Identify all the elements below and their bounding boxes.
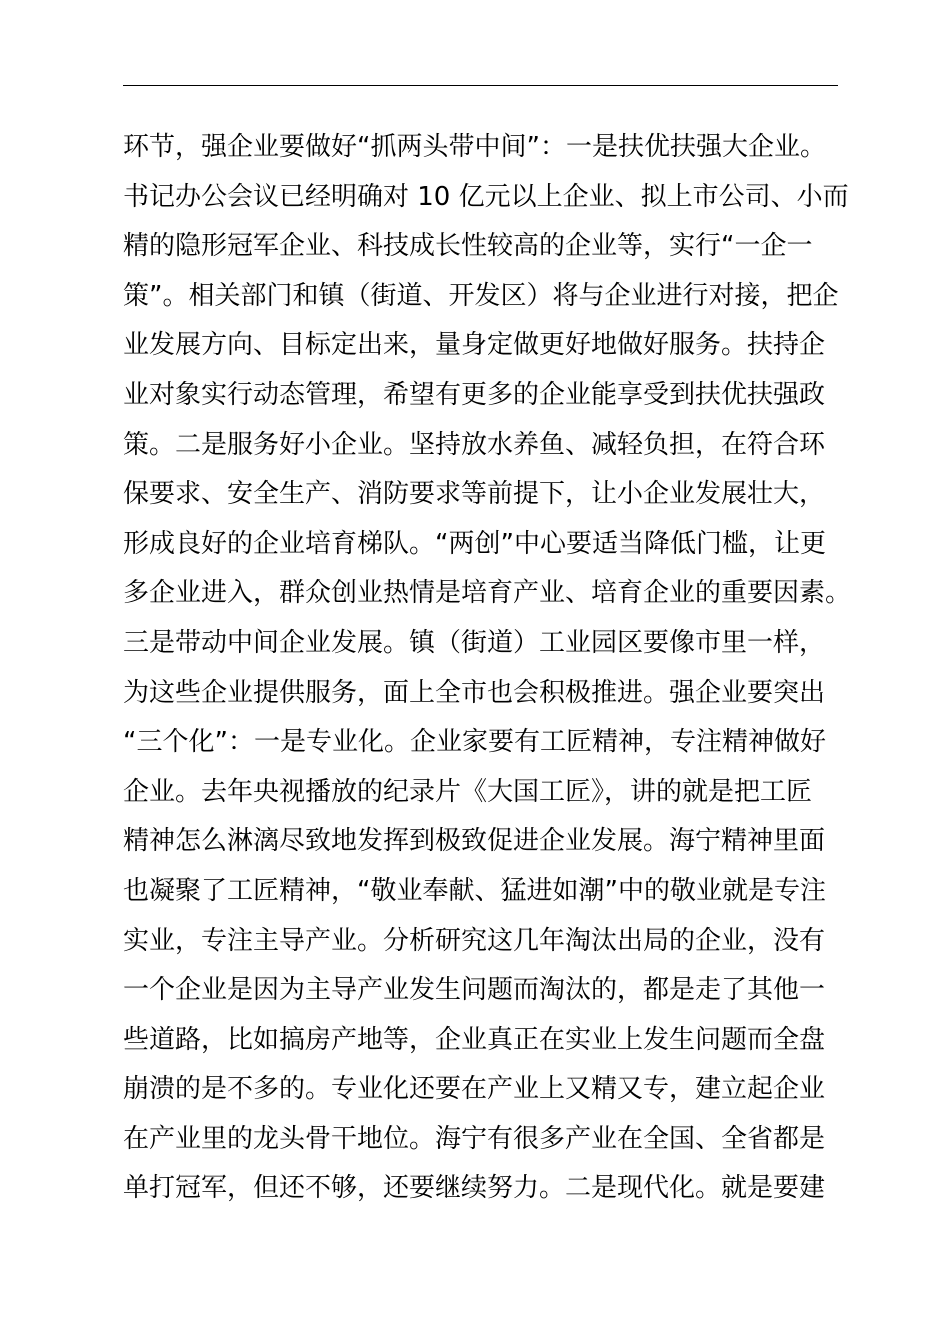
text-line: 保要求、安全生产、消防要求等前提下，让小企业发展壮大，: [123, 479, 826, 510]
text-line: “三个化”：一是专业化。企业家要有工匠精神，专注精神做好: [123, 727, 826, 758]
body-text: [123, 123, 852, 1214]
text-line: 企业。去年央视播放的纪录片《大国工匠》，讲的就是把工匠: [123, 776, 813, 807]
text-line: 单打冠军，但还不够，还要继续努力。二是现代化。就是要建: [123, 1173, 826, 1204]
text-line: 三是带动中间企业发展。镇（街道）工业园区要像市里一样，: [123, 627, 826, 658]
text-line: 为这些企业提供服务，面上全市也会积极推进。强企业要突出: [123, 677, 826, 708]
text-line: 也凝聚了工匠精神，“敬业奉献、猛进如潮”中的敬业就是专注: [123, 875, 826, 906]
text-line: 些道路，比如搞房产地等，企业真正在实业上发生问题而全盘: [123, 1024, 826, 1055]
text-line: 多企业进入，群众创业热情是培育产业、培育企业的重要因素。: [123, 578, 852, 609]
text-line: 策。二是服务好小企业。坚持放水养鱼、减轻负担，在符合环: [123, 429, 826, 460]
text-line: 形成良好的企业培育梯队。“两创”中心要适当降低门槛，让更: [123, 528, 826, 559]
text-line: 一个企业是因为主导产业发生问题而淘汰的，都是走了其他一: [123, 975, 826, 1006]
text-line: 书记办公会议已经明确对 10 亿元以上企业、拟上市公司、小而: [123, 181, 849, 212]
text-line: 环节，强企业要做好“抓两头带中间”：一是扶优扶强大企业。: [123, 132, 826, 162]
text-line: 业对象实行动态管理，希望有更多的企业能享受到扶优扶强政: [123, 379, 826, 410]
text-line: 业发展方向、目标定出来，量身定做更好地做好服务。扶持企: [123, 330, 826, 361]
text-line: 策”。相关部门和镇（街道、开发区）将与企业进行对接，把企: [123, 280, 839, 311]
text-line: 在产业里的龙头骨干地位。海宁有很多产业在全国、全省都是: [123, 1123, 826, 1154]
text-line: 精的隐形冠军企业、科技成长性较高的企业等，实行“一企一: [123, 231, 813, 262]
header-rule: [123, 85, 838, 86]
text-line: 精神怎么淋漓尽致地发挥到极致促进企业发展。海宁精神里面: [123, 826, 826, 857]
text-line: 实业，专注主导产业。分析研究这几年淘汰出局的企业，没有: [123, 925, 826, 956]
text-line: 崩溃的是不多的。专业化还要在产业上又精又专，建立起企业: [123, 1074, 826, 1105]
